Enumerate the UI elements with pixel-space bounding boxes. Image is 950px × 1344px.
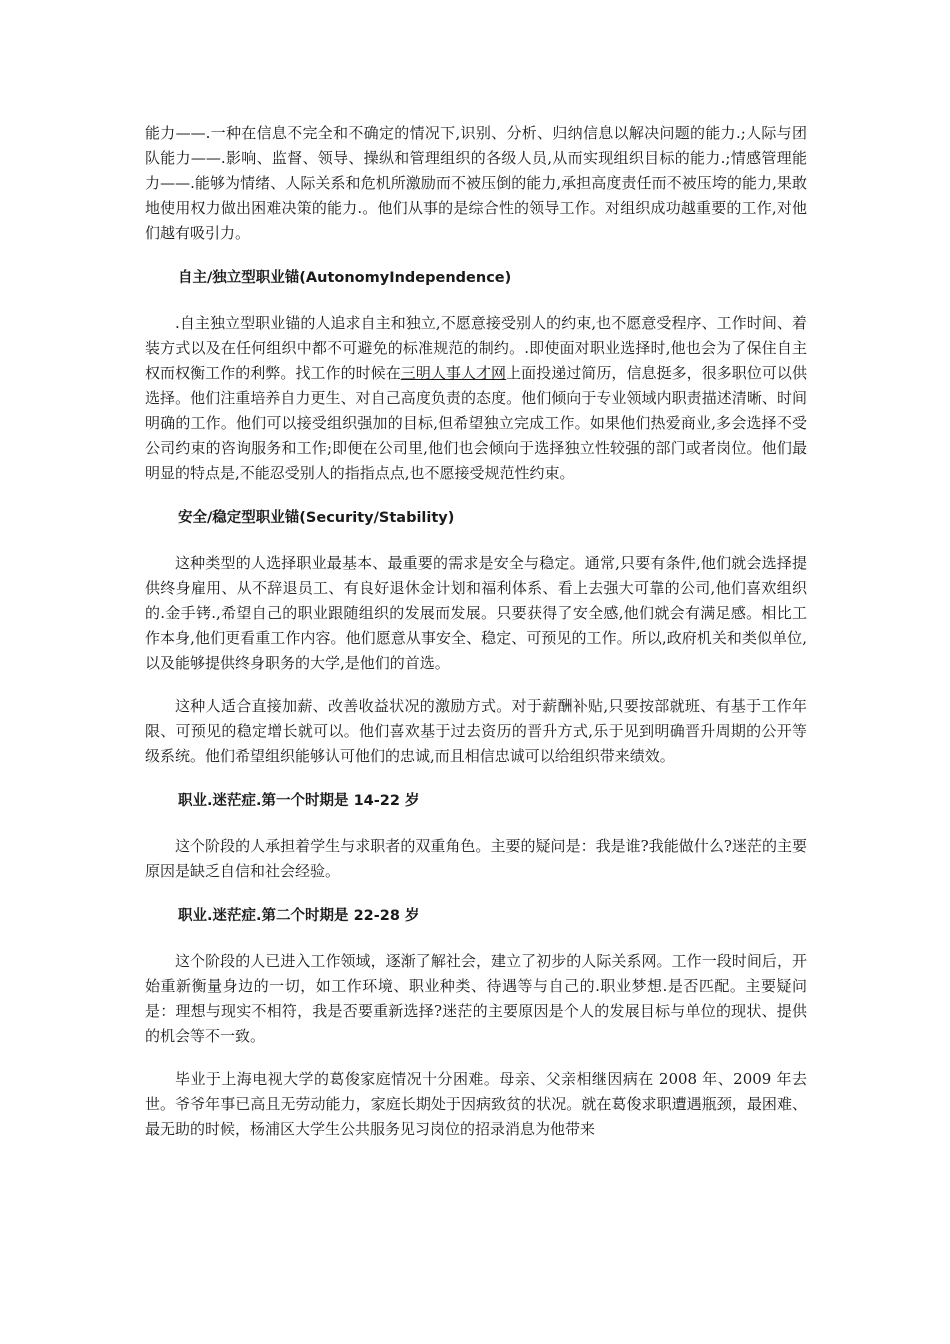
autonomy-text-after-link: 上面投递过简历，信息挺多，很多职位可以供选择。他们注重培养自力更生、对自己高度负责的态度。他们倾向于专业领域内职责描述清晰、时间明确的工作。他们可以接受组织强加的目标,但希望独立完成工作。如果他们热爱商业,多会选择不受公司约束的咨询服务和工作;即便在公司里,他们也会倾向于选择独立性较强的部门或者岗位。他们最明显的特点是,不能忍受别人的指指点点,也不愿接受规范性约束。 <box>145 364 807 482</box>
period2-paragraph: 这个阶段的人已进入工作领域，逐渐了解社会，建立了初步的人际关系网。工作一段时间后，开始重新衡量身边的一切，如工作环境、职业种类、待遇等与自己的.职业梦想.是否匹配。主要疑问是：理想与现实不相符，我是否要重新选择?迷茫的主要原因是个人的发展目标与单位的现状、提供的机会等不一致。 <box>145 952 807 1045</box>
security-paragraph-2: 这种人适合直接加薪、改善收益状况的激励方式。对于薪酬补贴,只要按部就班、有基于工作年限、可预见的稳定增长就可以。他们喜欢基于过去资历的晋升方式,乐于见到明确晋升周期的公开等级系统。他们希望组织能够认可他们的忠诚,而且相信忠诚可以给组织带来绩效。 <box>145 697 807 765</box>
period2-heading: 职业.迷茫症.第二个时期是 22-28 岁 <box>178 908 420 924</box>
security-paragraph-1: 这种类型的人选择职业最基本、最重要的需求是安全与稳定。通常,只要有条件,他们就会选择提供终身雇用、从不辞退员工、有良好退休金计划和福利体系、看上去强大可靠的公司,他们喜欢组织的.金手铐.,希望自己的职业跟随组织的发展而发展。只要获得了安全感,他们就会有满足感。相比工作本身,他们更看重工作内容。他们愿意从事安全、稳定、可预见的工作。所以,政府机关和类似单位,以及能够提供终身职务的大学,是他们的首选。 <box>145 554 807 672</box>
autonomy-heading: 自主/独立型职业锚(AutonomyIndependence) <box>178 270 512 286</box>
period1-paragraph: 这个阶段的人承担着学生与求职者的双重角色。主要的疑问是：我是谁?我能做什么?迷茫的主要原因是缺乏自信和社会经验。 <box>145 837 807 880</box>
talent-site-link[interactable]: 三明人事人才网 <box>400 364 507 382</box>
security-heading: 安全/稳定型职业锚(Security/Stability) <box>178 510 455 526</box>
document-page <box>145 121 807 1142</box>
intro-paragraph: 能力——.一种在信息不完全和不确定的情况下,识别、分析、归纳信息以解决问题的能力.;人际与团队能力——.影响、监督、领导、操纵和管理组织的各级人员,从而实现组织目标的能力.;情感管理能力——.能够为情绪、人际关系和危机所激励而不被压倒的能力,承担高度责任而不被压垮的能力,果敢地使用权力做出困难决策的能力.。他们从事的是综合性的领导工作。对组织成功越重要的工作,对他们越有吸引力。 <box>145 124 807 242</box>
autonomy-text-before-link: .自主独立型职业锚的人追求自主和独立,不愿意接受别人的约束,也不愿意受程序、工作时间、着装方式以及在任何组织中都不可避免的标准规范的制约。.即使面对职业选择时,他也会为了保住自主权而权衡工作的利弊。找工作的时候在 <box>145 314 807 382</box>
story-paragraph: 毕业于上海电视大学的葛俊家庭情况十分困难。母亲、父亲相继因病在 2008 年、2009 年去世。爷爷年事已高且无劳动能力，家庭长期处于因病致贫的状况。就在葛俊求职遭遇瓶颈，最困难、最无助的时候，杨浦区大学生公共服务见习岗位的招录消息为他带来 <box>145 1070 807 1138</box>
period1-heading: 职业.迷茫症.第一个时期是 14-22 岁 <box>178 793 420 809</box>
autonomy-paragraph <box>145 311 807 486</box>
